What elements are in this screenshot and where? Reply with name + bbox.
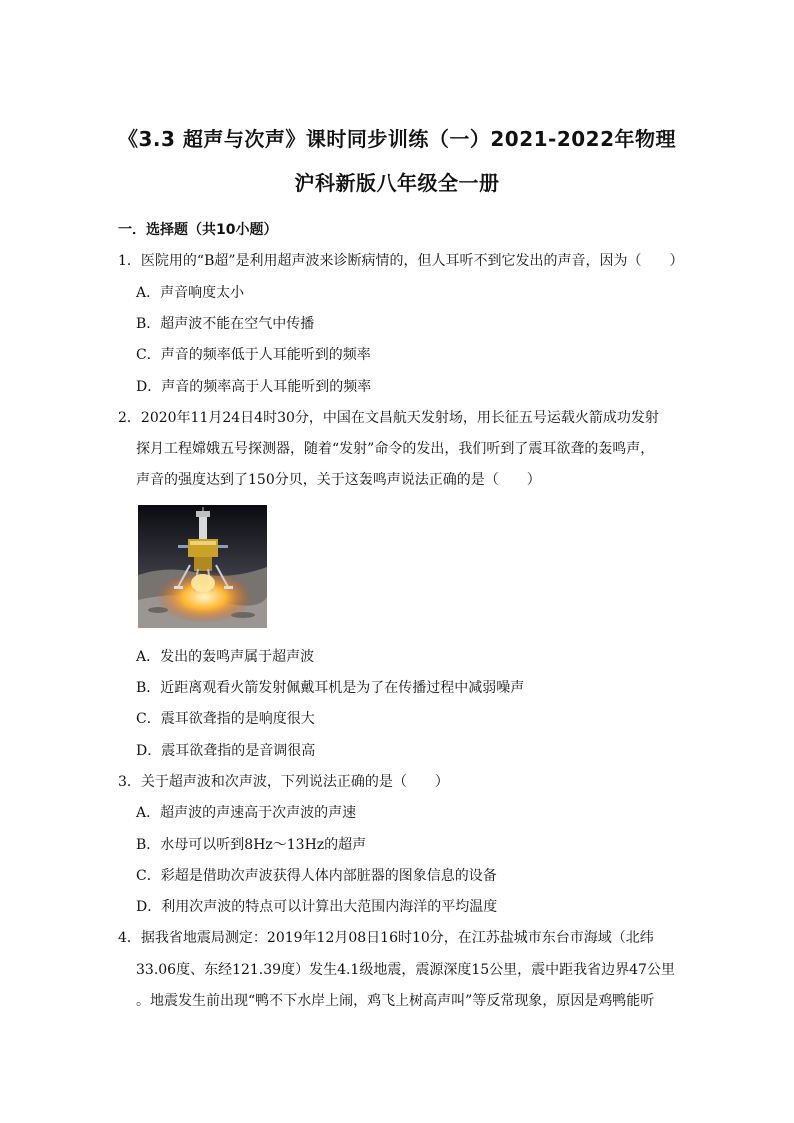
question-3-option-d: D．利用次声波的特点可以计算出大范围内海洋的平均温度: [136, 899, 498, 915]
question-1-option-a: A．声音响度太小: [136, 285, 245, 301]
section-heading: 一．选择题（共10小题）: [118, 222, 278, 238]
question-1-stem: 1．医院用的“B超”是利用超声波来诊断病情的，但人耳听不到它发出的声音，因为（ ）: [118, 253, 684, 269]
document-title-line-1: 《3.3 超声与次声》课时同步训练（一）2021-2022年物理: [117, 127, 677, 151]
document-title-line-2: 沪科新版八年级全一册: [294, 171, 500, 195]
chang-e-5-lander-photo: [138, 505, 267, 628]
question-2-stem-line-1: 2．2020年11月24日4时30分，中国在文昌航天发射场，用长征五号运载火箭成功发射: [118, 410, 659, 426]
question-1-option-d: D．声音的频率高于人耳能听到的频率: [136, 379, 372, 395]
question-4-stem-line-1: 4．据我省地震局测定：2019年12月08日16时10分，在江苏盐城市东台市海域（北纬: [118, 930, 654, 946]
question-4-stem-line-2: 33.06度、东经121.39度）发生4.1级地震，震源深度15公里，震中距我省边界47公里: [136, 962, 675, 978]
question-1-option-c: C．声音的频率低于人耳能听到的频率: [136, 347, 371, 363]
question-2-option-d: D．震耳欲聋指的是音调很高: [136, 743, 316, 759]
question-3-stem: 3．关于超声波和次声波，下列说法正确的是（ ）: [118, 774, 449, 790]
question-2-option-c: C．震耳欲聋指的是响度很大: [136, 711, 315, 727]
question-3-option-c: C．彩超是借助次声波获得人体内部脏器的图象信息的设备: [136, 868, 497, 884]
question-2-stem-line-2: 探月工程嫦娥五号探测器，随着“发射”命令的发出，我们听到了震耳欲聋的轰鸣声，: [136, 441, 655, 457]
question-2-stem-line-3: 声音的强度达到了150分贝，关于这轰鸣声说法正确的是（ ）: [136, 472, 541, 488]
question-2-option-b: B．近距离观看火箭发射佩戴耳机是为了在传播过程中减弱噪声: [136, 680, 525, 696]
lander-illustration: [138, 505, 267, 628]
question-4-stem-line-3: 。地震发生前出现“鸭不下水岸上闹，鸡飞上树高声叫”等反常现象，原因是鸡鸭能听: [136, 993, 655, 1009]
question-3-option-a: A．超声波的声速高于次声波的声速: [136, 805, 357, 821]
question-1-option-b: B．超声波不能在空气中传播: [136, 316, 315, 332]
question-2-option-a: A．发出的轰鸣声属于超声波: [136, 649, 315, 665]
question-3-option-b: B．水母可以听到8Hz～13Hz的超声: [136, 837, 367, 853]
